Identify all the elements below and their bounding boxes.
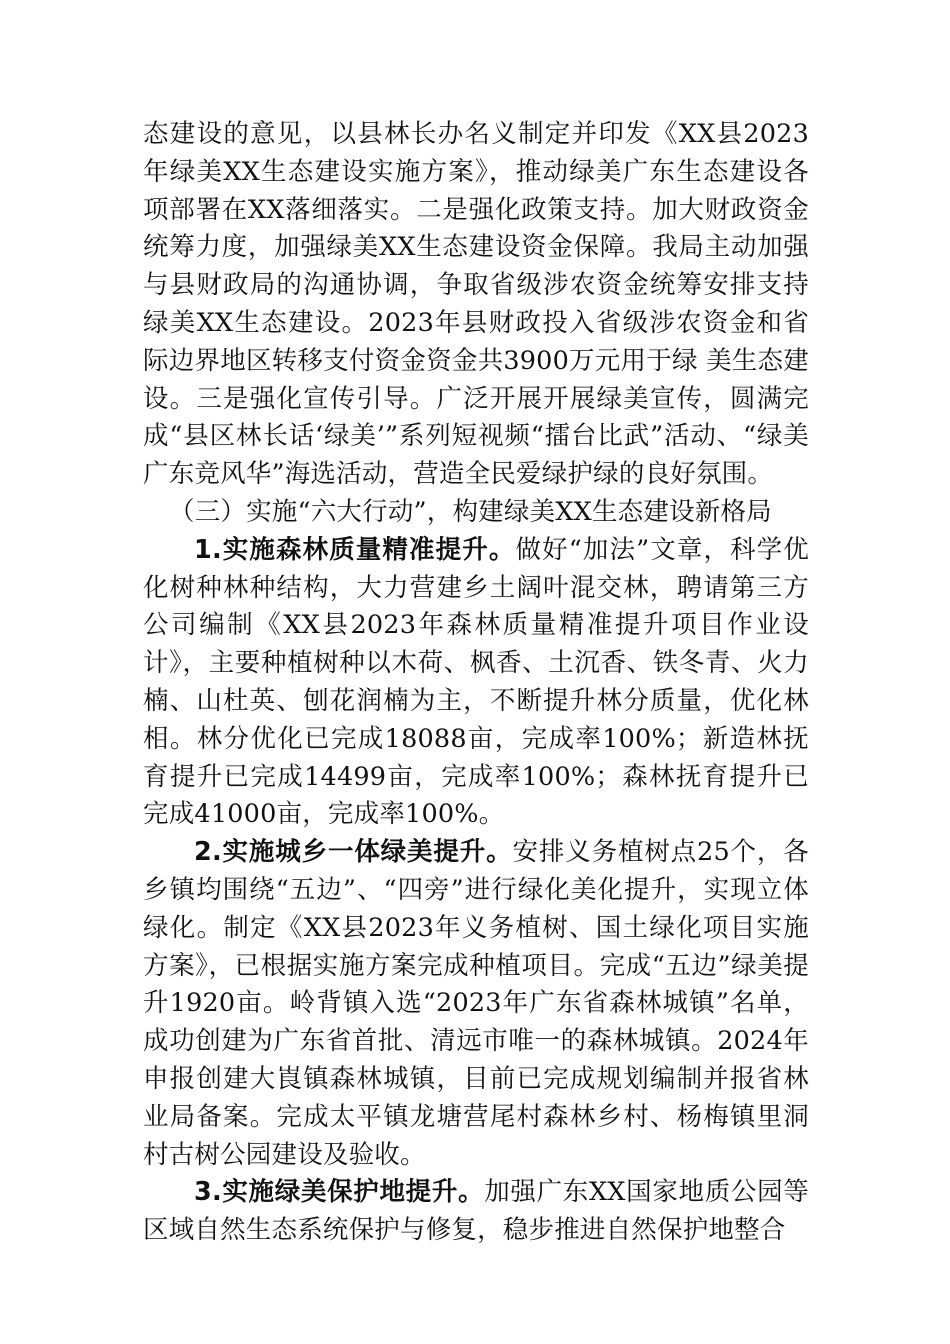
heading-text: （三）实施“六大行动”，构建绿美XX生态建设新格局 [169, 496, 772, 527]
paragraph-text: 态建设的意见，以县林长办名义制定并印发《XX县2023年绿美XX生态建设实施方案》，推动绿美广东生态建设各项部署在XX落细落实。二是强化政策支持。加大财政资金统筹力度，加强绿美XX生态建设资金保障。我局主动加强与县财政局的沟通协调，争取省级涉农资金统筹安排支持绿美XX生态建设。2023年县财政投入省级涉农资金和省际边界地区转移支付资金资金共3900万元用于绿 美生态建设。三是强化宣传引导。广泛开展开展绿美宣传，圆满完成“县区林长话‘绿美’”系列短视频“擂台比武”活动、“绿美广东竞风华”海选活动，营造全民爱绿护绿的良好氛围。 [143, 119, 809, 490]
paragraph-lead: 1.实施森林质量精准提升。 [194, 534, 516, 565]
document-body [143, 116, 809, 1250]
paragraph-text: 加强广东XX国家地质公园等区域自然生态系统保护与修复，稳步推进自然保护地整合 [143, 1177, 809, 1246]
paragraph-urban-rural-greening [143, 834, 809, 1174]
paragraph-lead: 2.实施城乡一体绿美提升。 [194, 837, 513, 868]
paragraph-text: 安排义务植树点25个，各乡镇均围绕“五边”、“四旁”进行绿化美化提升，实现立体绿化。制定《XX县2023年义务植树、国土绿化项目实施方案》，已根据实施方案完成种植项目。完成“五边”绿美提升1920亩。岭背镇入选“2023年广东省森林城镇”名单，成功创建为广东省首批、清远市唯一的森林城镇。2024年申报创建大崀镇森林城镇，目前已完成规划编制并报省林业局备案。完成太平镇龙塘营尾村森林乡村、杨梅镇里洞村古树公园建设及验收。 [143, 837, 809, 1170]
section-heading-six-actions [143, 494, 809, 532]
paragraph-forest-quality [143, 532, 809, 834]
paragraph-protected-areas [143, 1174, 809, 1250]
paragraph-text: 做好“加法”文章，科学优化树种林种结构，大力营建乡土阔叶混交林，聘请第三方公司编制《XX县2023年森林质量精准提升项目作业设计》，主要种植树种以木荷、枫香、土沉香、铁冬青、火力楠、山杜英、刨花润楠为主，不断提升林分质量，优化林相。林分优化已完成18088亩，完成率100%；新造林抚育提升已完成14499亩，完成率100%；森林抚育提升已完成41000亩，完成率100%。 [143, 534, 809, 830]
paragraph-policy-support [143, 116, 809, 494]
paragraph-lead: 3.实施绿美保护地提升。 [194, 1177, 485, 1208]
